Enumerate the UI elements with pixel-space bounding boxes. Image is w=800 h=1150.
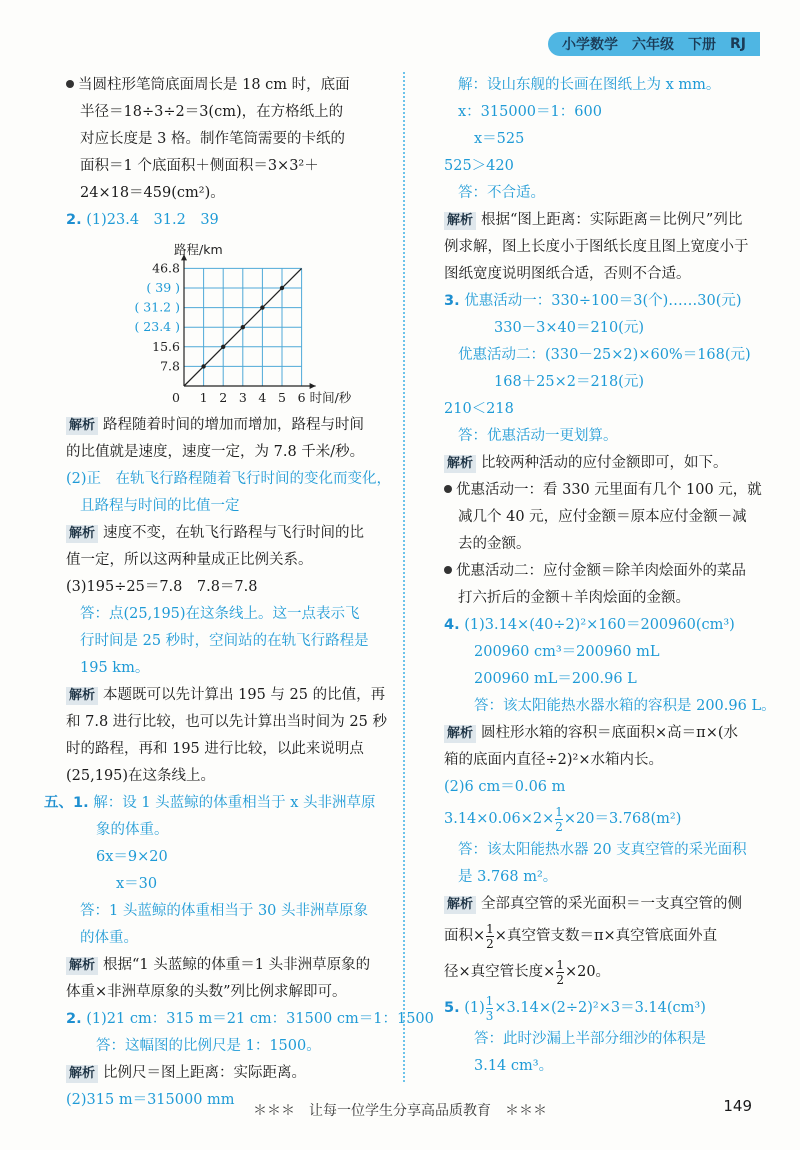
x-tick-label: 5 [278, 390, 286, 405]
y-tick-label: ( 31.2 ) [134, 299, 180, 315]
analysis-line: 解析 速度不变，在轨飞行路程与飞行时间的比 [66, 520, 401, 547]
data-point [260, 305, 264, 309]
y-tick-label: ( 23.4 ) [134, 319, 180, 335]
answer-line: 解：设山东舰的长画在图纸上为 x mm。 [458, 77, 721, 93]
x-tick-label: 0 [172, 390, 180, 405]
answer-line: 答：该太阳能热水器水箱的容积是 200.96 L。 [474, 698, 776, 714]
answer-line: 200960 cm³＝200960 mL [474, 644, 660, 660]
header-grade: 六年级 [632, 37, 674, 53]
section5-q1: 五、1. 解：设 1 头蓝鲸的体重相当于 x 头非洲草原 [44, 795, 376, 811]
text-line: 减几个 40 元，应付金额＝原本应付金额－减 [458, 509, 747, 525]
x-tick-label: 2 [219, 390, 228, 405]
y-tick-label: ( 39 ) [146, 280, 180, 295]
q2-2-answer: (2)正 在轨飞行路程随着飞行时间的变化而变化， [66, 471, 392, 487]
text-line: 例求解，图上长度小于图纸长度且图上宽度小于 [444, 239, 749, 255]
data-point [241, 325, 245, 329]
x-tick-label: 4 [258, 390, 267, 405]
answer-line: 答：优惠活动一更划算。 [458, 428, 618, 444]
bullet-line: 优惠活动一：看 330 元里面有几个 100 元，就 [444, 477, 779, 504]
x-tick-label: 6 [297, 390, 306, 405]
y-tick-label: 46.8 [152, 260, 180, 276]
x-axis-label: 时间/秒 [309, 390, 352, 405]
header-edition: RJ [730, 36, 746, 52]
answer-line: 答：1 头蓝鲸的体重相当于 30 头非洲草原象 [80, 903, 369, 919]
x-tick-label: 1 [199, 390, 208, 405]
answer-line: x＝525 [474, 131, 525, 147]
fraction-half: $\frac{1}{2}$ [555, 804, 563, 834]
answer-line: x：315000＝1：600 [458, 104, 602, 120]
answer-line: 的体重。 [80, 930, 138, 946]
answer-line: 210＜218 [444, 401, 514, 417]
bullet-icon [66, 80, 74, 88]
analysis-tag: 解析 [444, 455, 476, 473]
q3-line: 3. 优惠活动一：330÷100＝3(个)……30(元) [444, 293, 742, 309]
fraction-half: $\frac{1}{2}$ [486, 921, 494, 951]
q5-line: 5. (1) $\frac{1}{3}$ ×3.14×(2÷2)²×3＝3.14(cm³) [444, 993, 706, 1023]
text-line: 的比值就是速度，速度一定，为 7.8 千米/秒。 [66, 444, 365, 460]
answer-line: 答：点(25,195)在这条线上。这一点表示飞 [80, 606, 360, 622]
page-number: 149 [723, 1097, 752, 1115]
text-line: 面积＝1 个底面积＋侧面积＝3×3²＋ [80, 158, 319, 174]
text-line: 24×18＝459(cm²)。 [80, 185, 225, 201]
answer-line: 3.14 cm³。 [474, 1058, 554, 1074]
analysis-tag: 解析 [66, 957, 98, 975]
analysis-tag: 解析 [66, 525, 98, 543]
data-point [201, 364, 205, 368]
x-tick-label: 3 [238, 390, 247, 405]
answer-line: 行时间是 25 秒时，空间站的在轨飞行路程是 [80, 633, 369, 649]
analysis-tag: 解析 [444, 212, 476, 230]
answer-line: 答：该太阳能热水器 20 支真空管的采光面积 [458, 842, 747, 858]
q5-2: 2. (1)21 cm：315 m＝21 cm：31500 cm＝1：1500 [66, 1011, 434, 1027]
header-term: 下册 [688, 37, 716, 53]
y-axis-label: 路程/km [174, 242, 223, 257]
text-line: 和 7.8 进行比较，也可以先计算出当时间为 25 秒 [66, 714, 387, 730]
data-point [280, 286, 284, 290]
column-divider [403, 72, 405, 1082]
analysis-line: 解析 全部真空管的采光面积＝一支真空管的侧 [444, 891, 779, 918]
q4-2-calc: 3.14×0.06×2× $\frac{1}{2}$ ×20＝3.768(m²) [444, 804, 682, 834]
fraction-half: $\frac{1}{2}$ [556, 957, 564, 987]
y-tick-label: 15.6 [152, 338, 180, 354]
analysis-line: 面积× $\frac{1}{2}$ ×真空管支数＝π×真空管底面外直 [444, 921, 718, 951]
text-line: 当圆柱形笔筒底面周长是 18 cm 时，底面 [66, 72, 401, 99]
footer-slogan: ＊＊＊ 让每一位学生分享高品质教育 ＊＊＊ [253, 1103, 547, 1119]
distance-time-chart [66, 234, 401, 412]
fraction-third: $\frac{1}{3}$ [485, 993, 494, 1023]
answer-line: 6x＝9×20 [96, 849, 168, 865]
data-point [221, 345, 225, 349]
text-line: 箱的底面内直径÷2)²×水箱内长。 [444, 752, 663, 768]
analysis-tag: 解析 [444, 896, 476, 914]
q5-2b: (2)315 m＝315000 mm [66, 1092, 235, 1108]
answer-line: 525＞420 [444, 158, 514, 174]
header-subject: 小学数学 [562, 37, 618, 53]
right-column [444, 72, 779, 1080]
analysis-tag: 解析 [66, 417, 98, 435]
analysis-line: 解析 根据“1 头蓝鲸的体重＝1 头非洲草原象的 [66, 952, 401, 979]
analysis-tag: 解析 [66, 1065, 98, 1083]
answer-line: 答：这幅图的比例尺是 1：1500。 [96, 1038, 321, 1054]
q2-answer: 2. (1)23.4 31.2 39 [66, 212, 219, 228]
answer-line: 象的体重。 [96, 822, 169, 838]
answer-line: 答：此时沙漏上半部分细沙的体积是 [474, 1031, 706, 1047]
text-line: 体重×非洲草原象的头数”列比例求解即可。 [66, 984, 347, 1000]
answer-line: 200960 mL＝200.96 L [474, 671, 637, 687]
bullet-line: 优惠活动二：应付金额＝除羊肉烩面外的菜品 [444, 558, 779, 585]
q4-2: (2)6 cm＝0.06 m [444, 779, 566, 795]
analysis-line: 解析 本题既可以先计算出 195 与 25 的比值，再 [66, 682, 401, 709]
text-line: 半径＝18÷3÷2＝3(cm)，在方格纸上的 [80, 104, 344, 120]
x-axis-arrow [310, 383, 316, 389]
analysis-tag: 解析 [66, 687, 98, 705]
header-banner [548, 32, 760, 56]
answer-line: 答：不合适。 [458, 185, 545, 201]
analysis-line: 解析 路程随着时间的增加而增加，路程与时间 [66, 412, 401, 439]
chart-svg [66, 234, 352, 412]
text-line: (25,195)在这条线上。 [66, 768, 216, 784]
q4-line: 4. (1)3.14×(40÷2)²×160＝200960(cm³) [444, 617, 735, 633]
analysis-tag: 解析 [444, 725, 476, 743]
answer-line: 优惠活动二：(330－25×2)×60%＝168(元) [458, 347, 751, 363]
analysis-line: 解析 根据“图上距离：实际距离＝比例尺”列比 [444, 207, 779, 234]
answer-line: 195 km。 [80, 660, 150, 676]
text-line: 值一定，所以这两种量成正比例关系。 [66, 552, 313, 568]
text-line: 对应长度是 3 格。制作笔筒需要的卡纸的 [80, 131, 345, 147]
analysis-line: 解析 圆柱形水箱的容积＝底面积×高＝π×(水 [444, 720, 779, 747]
text-line: 时的路程，再和 195 进行比较，以此来说明点 [66, 741, 364, 757]
text-line: 图纸宽度说明图纸合适，否则不合适。 [444, 266, 691, 282]
text-line: 去的金额。 [458, 536, 531, 552]
q2-3: (3)195÷25＝7.8 7.8＝7.8 [66, 579, 258, 595]
answer-line: x＝30 [116, 876, 158, 892]
analysis-line: 解析 比较两种活动的应付金额即可，如下。 [444, 450, 779, 477]
bullet-icon [444, 485, 452, 493]
answer-line: 330－3×40＝210(元) [494, 320, 644, 336]
analysis-line: 解析 比例尺＝图上距离：实际距离。 [66, 1060, 401, 1087]
bullet-icon [444, 566, 452, 574]
left-column [44, 72, 434, 1114]
q2-2-answer-cont: 且路程与时间的比值一定 [80, 498, 240, 514]
y-tick-label: 7.8 [160, 358, 180, 374]
analysis-line: 径×真空管长度× $\frac{1}{2}$ ×20。 [444, 957, 611, 987]
text-line: 打六折后的金额＋羊肉烩面的金额。 [458, 590, 690, 606]
answer-line: 168＋25×2＝218(元) [494, 374, 644, 390]
answer-line: 是 3.768 m²。 [458, 869, 558, 885]
